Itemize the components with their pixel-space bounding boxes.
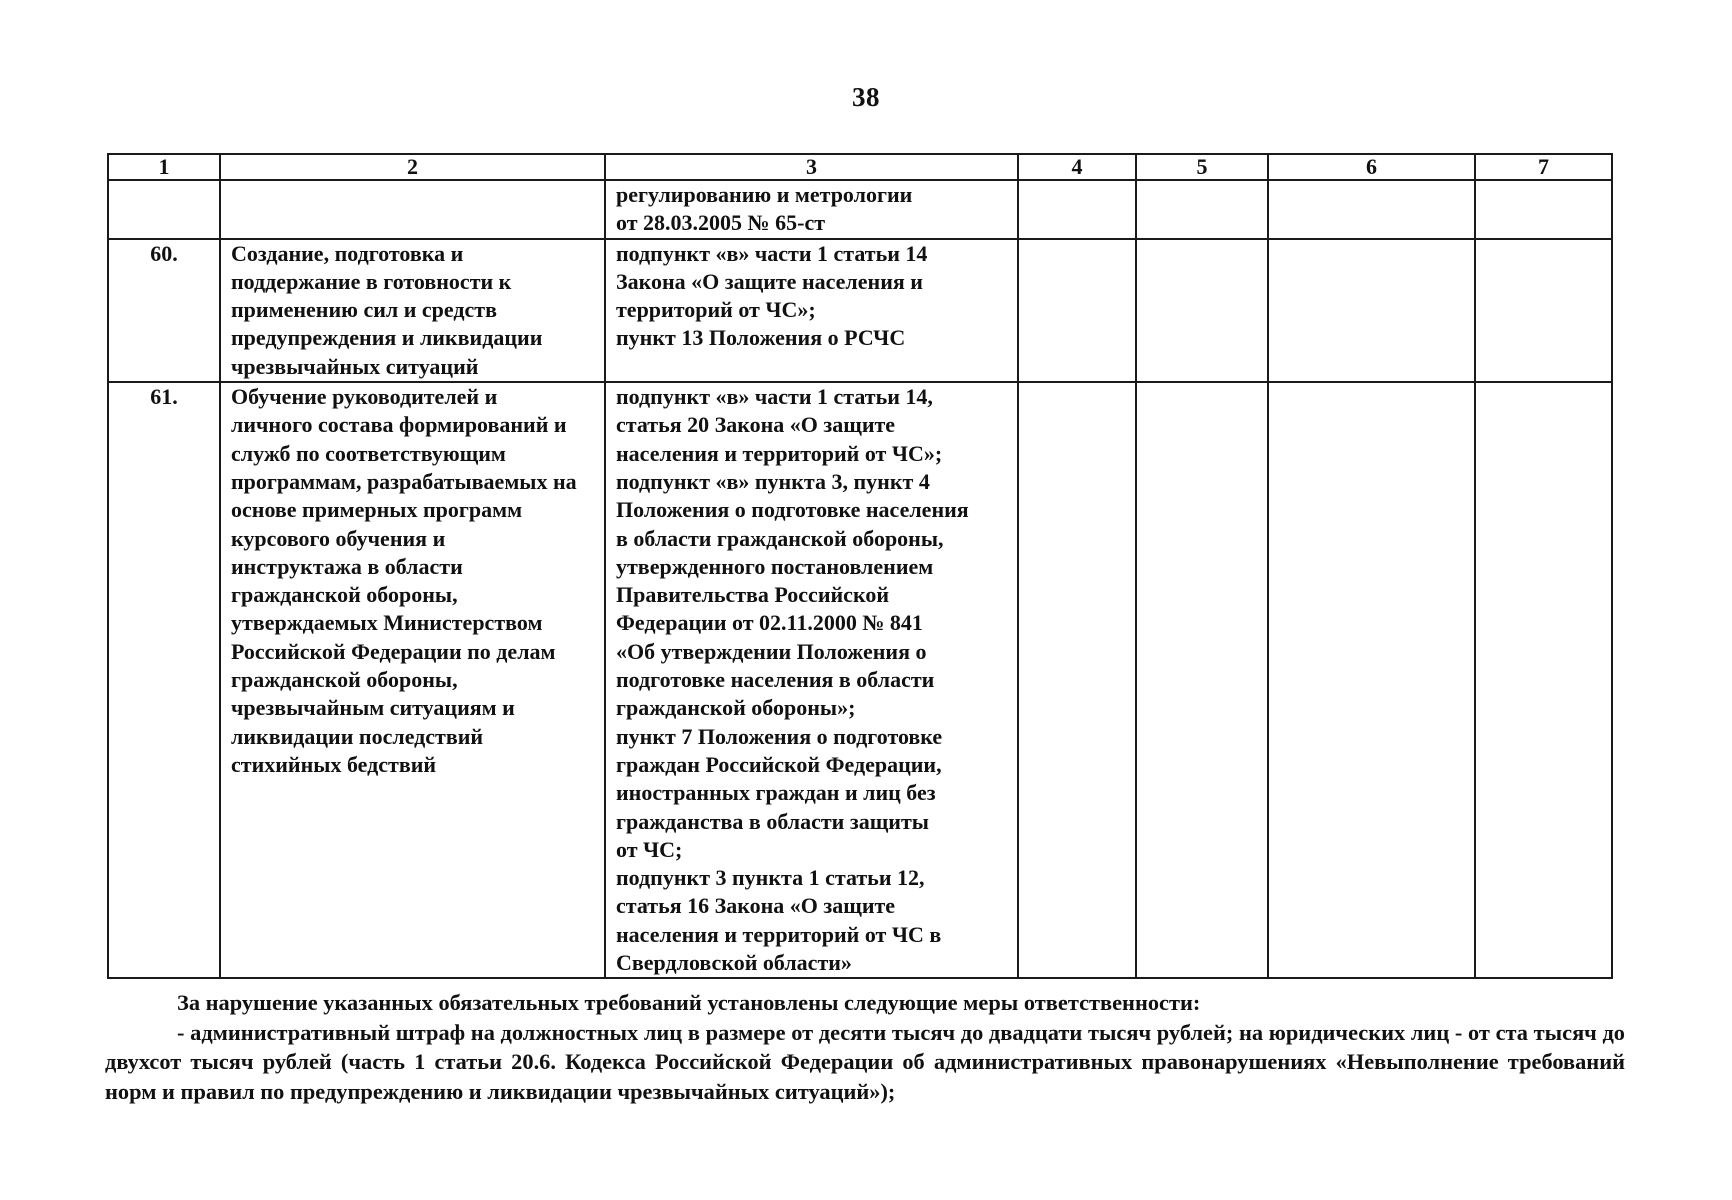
cell-text-line: территорий от ЧС»; <box>616 297 816 323</box>
cell-text-line: от 28.03.2005 № 65-ст <box>616 210 826 236</box>
empty-cell <box>1136 239 1268 382</box>
empty-cell <box>1268 239 1475 382</box>
liability-intro-paragraph: За нарушение указанных обязательных требований установлены следующие меры ответственности: <box>177 990 1201 1015</box>
cell-text-line: Российской Федерации по делам <box>231 638 556 664</box>
legal-basis-cell <box>605 239 1018 382</box>
row-number <box>108 180 220 239</box>
cell-text-line: населения и территорий от ЧС в <box>616 921 942 947</box>
cell-text-line: Закона «О защите населения и <box>616 268 923 294</box>
cell-text-line: предупреждения и ликвидации <box>231 325 543 351</box>
cell-text-line: чрезвычайным ситуациям и <box>231 695 515 721</box>
column-header: 7 <box>1475 154 1612 180</box>
cell-text-line: личного состава формирований и <box>231 412 567 438</box>
empty-cell <box>1018 239 1136 382</box>
column-header: 6 <box>1268 154 1475 180</box>
cell-text-line: населения и территорий от ЧС»; <box>616 440 943 466</box>
cell-text-line: подпункт 3 пункта 1 статьи 12, <box>616 865 925 891</box>
empty-cell <box>1475 180 1612 239</box>
table-row <box>108 180 1612 239</box>
cell-text-line: иностранных граждан и лиц без <box>616 780 936 806</box>
cell-text-line: гражданства в области защиты <box>616 808 929 834</box>
cell-text-line: в области гражданской обороны, <box>616 525 944 551</box>
page-number: 38 <box>852 82 880 112</box>
row-number: 60. <box>108 239 220 382</box>
table-row <box>108 239 1612 382</box>
cell-text-line: стихийных бедствий <box>231 751 437 777</box>
cell-text-line: пункт 13 Положения о РСЧС <box>616 325 906 351</box>
cell-text-line: граждан Российской Федерации, <box>616 751 942 777</box>
row-number: 61. <box>108 382 220 978</box>
column-header: 2 <box>220 154 605 180</box>
cell-text-line: утвержденного постановлением <box>616 553 934 579</box>
requirement-cell <box>220 180 605 239</box>
cell-text-line: регулированию и метрологии <box>616 182 913 207</box>
cell-text-line: Свердловской области» <box>616 950 852 976</box>
column-header: 1 <box>108 154 220 180</box>
cell-text-line: программам, разрабатываемых на <box>231 468 577 494</box>
liability-text <box>105 988 1625 1106</box>
legal-basis-cell <box>605 382 1018 978</box>
cell-text-line: применению сил и средств <box>231 297 497 323</box>
cell-text-line: подпункт «в» части 1 статьи 14, <box>616 384 933 410</box>
table-header-row <box>108 154 1612 180</box>
cell-text-line: курсового обучения и <box>231 525 446 551</box>
empty-cell <box>1136 382 1268 978</box>
cell-text-line: служб по соответствующим <box>231 440 506 466</box>
empty-cell <box>1475 382 1612 978</box>
cell-text-line: ликвидации последствий <box>231 723 484 749</box>
empty-cell <box>1136 180 1268 239</box>
requirement-cell <box>220 382 605 978</box>
legal-basis-cell <box>605 180 1018 239</box>
cell-text-line: от ЧС; <box>616 836 683 862</box>
empty-cell <box>1475 239 1612 382</box>
cell-text-line: поддержание в готовности к <box>231 268 512 294</box>
column-header: 5 <box>1136 154 1268 180</box>
cell-text-line: подготовке населения в области <box>616 667 935 693</box>
cell-text-line: Создание, подготовка и <box>231 240 464 266</box>
cell-text-line: гражданской обороны, <box>231 667 458 693</box>
cell-text-line: чрезвычайных ситуаций <box>231 353 479 379</box>
empty-cell <box>1018 382 1136 978</box>
cell-text-line: Положения о подготовке населения <box>616 497 969 523</box>
cell-text-line: Обучение руководителей и <box>231 384 498 410</box>
cell-text-line: инструктажа в области <box>231 553 463 579</box>
cell-text-line: утверждаемых Министерством <box>231 610 543 636</box>
empty-cell <box>1268 382 1475 978</box>
cell-text-line: Правительства Российской <box>616 582 890 608</box>
table-row <box>108 382 1612 978</box>
cell-text-line: Федерации от 02.11.2000 № 841 <box>616 610 923 636</box>
administrative-fine-paragraph: - административный штраф на должностных лиц в размере от десяти тысяч до двадцати тысяч рублей; на юридических лиц - от ста тысяч до двухсот тысяч рублей (часть 1 статьи 20.6. Кодекса Российской Федерации об административных правонарушениях «Невыполнение требований норм и правил по предупреждению и ликвидации чрезвычайных ситуаций»); <box>105 1019 1625 1104</box>
cell-text-line: подпункт «в» пункта 3, пункт 4 <box>616 468 930 494</box>
cell-text-line: основе примерных программ <box>231 497 523 523</box>
cell-text-line: гражданской обороны»; <box>616 695 856 721</box>
requirements-table <box>107 153 1613 979</box>
cell-text-line: статья 20 Закона «О защите <box>616 412 896 438</box>
cell-text-line: «Об утверждении Положения о <box>616 638 927 664</box>
cell-text-line: подпункт «в» части 1 статьи 14 <box>616 240 928 266</box>
column-header: 4 <box>1018 154 1136 180</box>
cell-text-line: пункт 7 Положения о подготовке <box>616 723 943 749</box>
cell-text-line: статья 16 Закона «О защите <box>616 893 896 919</box>
column-header: 3 <box>605 154 1018 180</box>
requirement-cell <box>220 239 605 382</box>
empty-cell <box>1268 180 1475 239</box>
empty-cell <box>1018 180 1136 239</box>
cell-text-line: гражданской обороны, <box>231 582 458 608</box>
